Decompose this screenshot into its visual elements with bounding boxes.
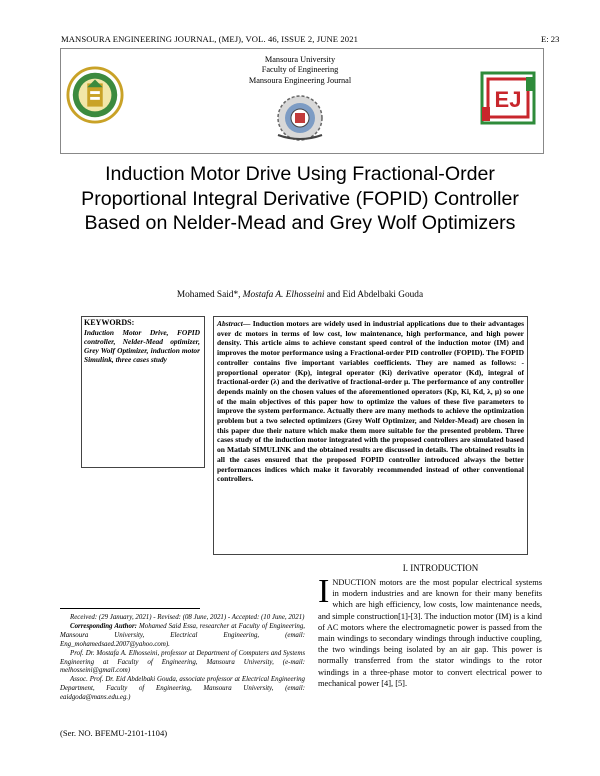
footnote-received: Received: (29 January, 2021) - Revised: (08 June, 2021) - Accepted: (10 June, 2021) — [70, 614, 305, 621]
drop-cap: I — [318, 573, 330, 610]
page-number: E: 23 — [541, 34, 560, 44]
corresponding-text: Mohamed Said Essa, researcher at Faculty of Engineering, Mansoura University, Electrical Engineering, (email: Eng_mohamedsaed.2007@yahoo.com). — [60, 622, 306, 648]
author-1: Mohamed Said*, — [176, 290, 243, 300]
footnote-assoc: Assoc. Prof. Dr. Eid Abdelbaki Gouda, associate professor at Electrical Engineering Department, Faculty of Engineering, Mansoura University, (email: eaidgoda@mans.edu.eg.) — [60, 676, 305, 702]
abstract-body: — Induction motors are widely used in industrial applications due to their advantages over dc motors in terms of low cost, low maintenance, high performance, and high power density. This article aims to achieve constant speed control of the induction motor (IM) and improves the motor performance using a Fractional-order PID controller (FOPID). The FOPID controller contains five important variables coefficients. They are named as follows: - proportional operator (Kp), integral operator (Ki) derivative operator (Kd), integral of fractional-order (λ) and the derivative of fractional-order μ. The performance of any controller depends mainly on the chosen values of the aforementioned operators (Kp, Ki, Kd, λ, μ) so one of the main objectives of this paper how to optimize the values of these five parameters to improve the system performance. Actually there are many methods to achieve the optimization problem but a two selected optimizers (Grey Wolf Optimizer, and Nelder-Mead) are chosen in this paper due their nature which make them more suitable for the presented problem. Three cases study of the induction motor integrated with the proposed controllers are simulated based on Matlab SIMULINK and the obtained results are discussed in details. The obtained results in all the cases ensured that the proposed FOPID controller introduced always the better performances indices which make it favorably recommended instead of other conventional controllers. — [217, 319, 524, 484]
footnote-corresponding — [60, 623, 305, 650]
abstract-lead: Abstract — [217, 319, 243, 328]
university-name: Mansoura University — [264, 55, 336, 64]
paper-title: Induction Motor Drive Using Fractional-Order Proportional Integral Derivative (FOPID) Controller Based on Nelder-Mead and Grey Wolf Optimizers — [81, 163, 519, 235]
journal-name: Mansoura Engineering Journal — [248, 75, 352, 85]
mej-logo-text: EJ — [494, 87, 522, 112]
faculty-name: Faculty of Engineering — [261, 65, 339, 75]
serial-number: (Ser. NO. BFEMU-2101-1104) — [60, 728, 168, 738]
author-2: Mostafa A. Elhosseini — [242, 290, 325, 300]
journal-header: MANSOURA ENGINEERING JOURNAL, (MEJ), VOL. 46, ISSUE 2, JUNE 2021 — [61, 34, 358, 44]
mej-logo — [480, 71, 536, 125]
section-heading-introduction: I. INTRODUCTION — [402, 563, 479, 573]
author-line — [0, 290, 600, 300]
abstract-text — [217, 319, 524, 484]
keywords-label: KEYWORDS: — [84, 318, 135, 327]
faculty-gear-logo — [268, 93, 332, 143]
footnotes — [60, 614, 305, 703]
introduction-body: NDUCTION motors are the most popular electrical systems in modern industries and are known for their many benefits which are high efficiency, low costs, low maintenance needs, and simple construction[1]-[3]. The induction motor (IM) is a kind of AC motors where the electromagnetic power is passed from the main windings to secondary windings through inductive coupling, the two windings being isolated by an air gap. This power is normally transferred from the stator windings to the rotor windings in a three-phase motor to convert electrical power to mechanical power [4], [5]. — [318, 578, 542, 688]
introduction-paragraph — [318, 573, 542, 689]
footnote-rule — [60, 608, 200, 609]
footnote-prof: Prof. Dr. Mostafa A. Elhosseini, professor at Department of Computers and Systems Engineering at Faculty of Engineering, Mansoura University, (e-mail: melhosseini@gmail.com) — [60, 649, 305, 675]
author-3: and Eid Abdelbaki Gouda — [324, 290, 424, 300]
university-seal-logo — [66, 66, 124, 124]
keywords-text: Induction Motor Drive, FOPID controller, Nelder-Mead optimizer, Grey Wolf Optimizer, induction motor Simulink, three cases study — [84, 328, 200, 365]
corresponding-label: Corresponding Author: — [70, 622, 137, 630]
